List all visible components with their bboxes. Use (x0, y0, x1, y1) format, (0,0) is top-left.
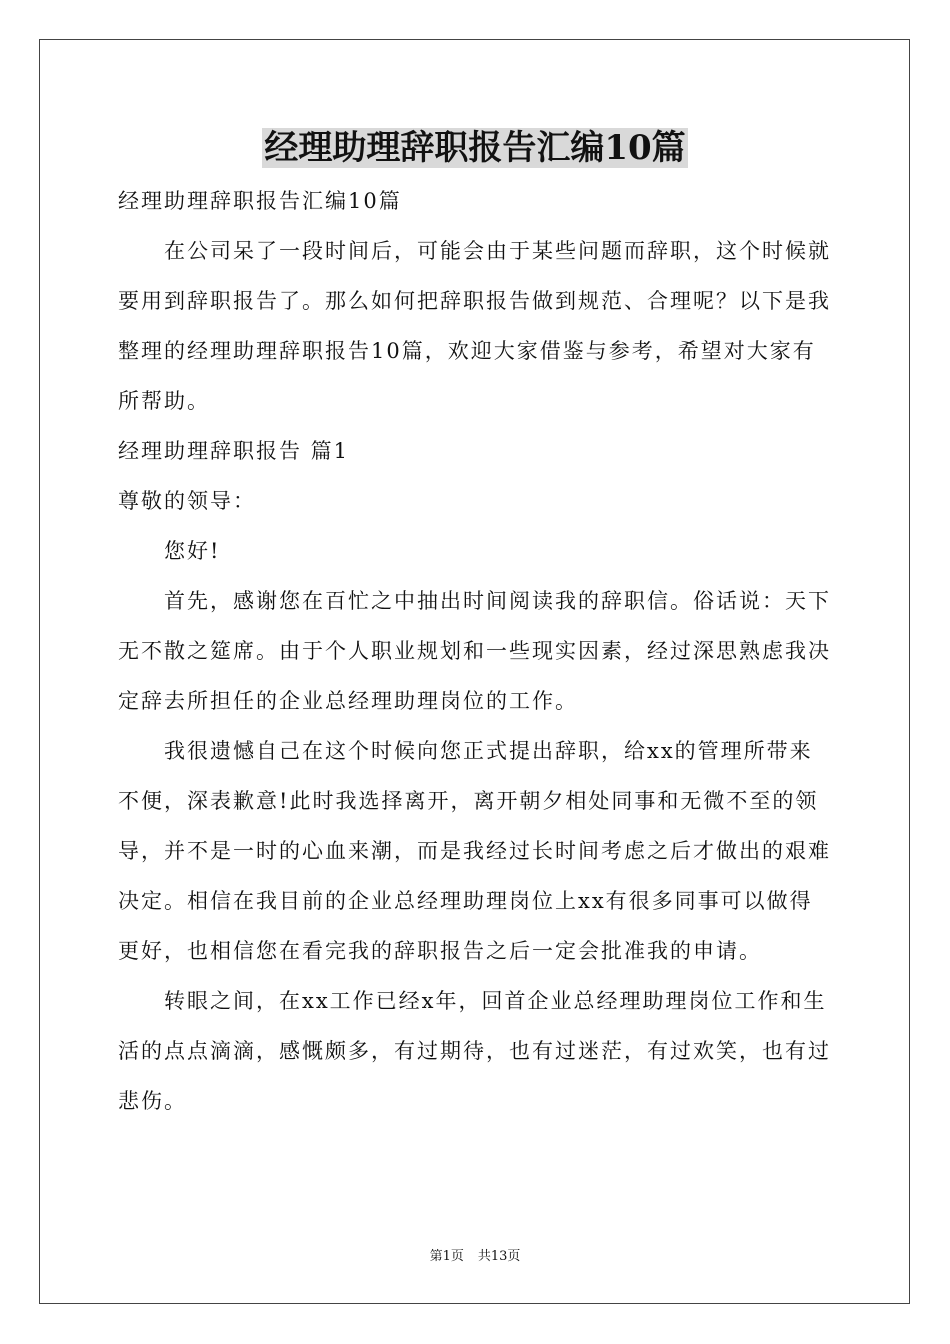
greeting: 您好! (164, 539, 221, 563)
document-body (118, 176, 834, 1126)
document-subtitle: 经理助理辞职报告汇编10篇 (118, 189, 402, 213)
document-title-text: 经理助理辞职报告汇编10篇 (264, 128, 686, 168)
section-heading: 经理助理辞职报告 篇1 (118, 439, 350, 463)
intro-paragraph: 在公司呆了一段时间后，可能会由于某些问题而辞职，这个时候就要用到辞职报告了。那么如何把辞职报告做到规范、合理呢？以下是我整理的经理助理辞职报告10篇，欢迎大家借鉴与参考，希望对大家有所帮助。 (118, 239, 831, 413)
document-title (0, 126, 950, 170)
body-paragraph: 我很遗憾自己在这个时候向您正式提出辞职，给xx的管理所带来不便，深表歉意!此时我选择离开，离开朝夕相处同事和无微不至的领导，并不是一时的心血来潮，而是我经过长时间考虑之后才做出的艰难决定。相信在我目前的企业总经理助理岗位上xx有很多同事可以做得更好，也相信您在看完我的辞职报告之后一定会批准我的申请。 (118, 739, 831, 963)
body-paragraph: 转眼之间，在xx工作已经x年，回首企业总经理助理岗位工作和生活的点点滴滴，感慨颇多，有过期待，也有过迷茫，有过欢笑，也有过悲伤。 (118, 989, 831, 1113)
body-paragraph: 首先，感谢您在百忙之中抽出时间阅读我的辞职信。俗话说：天下无不散之筵席。由于个人职业规划和一些现实因素，经过深思熟虑我决定辞去所担任的企业总经理助理岗位的工作。 (118, 589, 831, 713)
page-number: 第1页 (429, 1249, 464, 1264)
page-footer (0, 1248, 950, 1266)
page-total: 共13页 (477, 1249, 521, 1264)
salutation: 尊敬的领导： (118, 489, 256, 513)
